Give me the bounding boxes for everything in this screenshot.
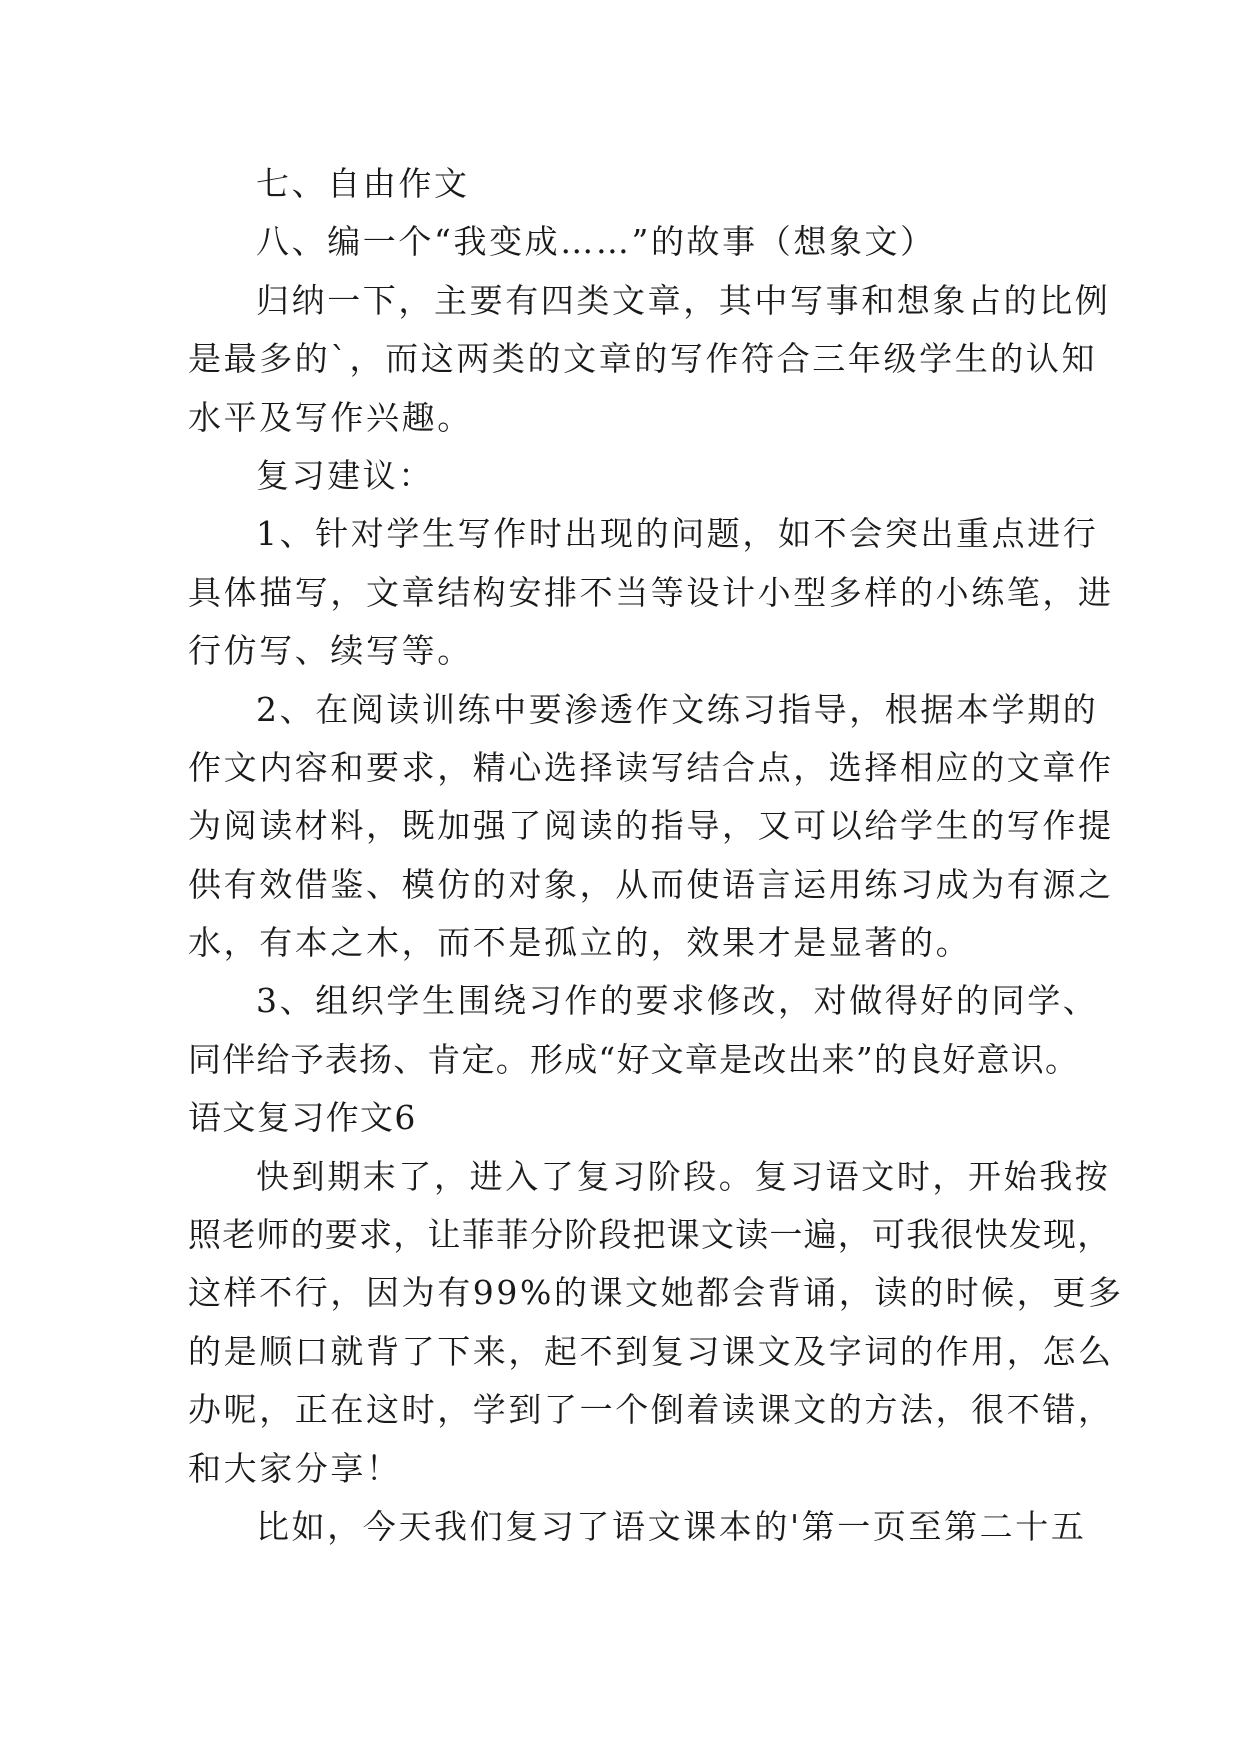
suggestion-1-line-1: 1、针对学生写作时出现的问题，如不会突出重点进行	[256, 514, 1099, 554]
section-title: 语文复习作文6	[188, 1098, 417, 1138]
list-item-story-writing: 八、编一个“我变成……”的故事（想象文）	[256, 222, 936, 262]
suggestion-2-line-5: 水，有本之木，而不是孤立的，效果才是显著的。	[188, 923, 972, 963]
essay-line-4: 的是顺口就背了下来，起不到复习课文及字词的作用，怎么	[188, 1331, 1114, 1371]
essay-line-7: 比如，今天我们复习了语文课本的'第一页至第二十五	[256, 1506, 1087, 1546]
suggestion-2-line-4: 供有效借鉴、模仿的对象，从而使语言运用练习成为有源之	[188, 864, 1114, 904]
review-suggestions-heading: 复习建议：	[256, 455, 434, 495]
essay-line-6: 和大家分享！	[188, 1448, 402, 1488]
suggestion-2-line-3: 为阅读材料，既加强了阅读的指导，又可以给学生的写作提	[188, 806, 1114, 846]
paragraph-summary-line-1: 归纳一下，主要有四类文章，其中写事和想象占的比例	[256, 280, 1111, 320]
paragraph-summary-line-3: 水平及写作兴趣。	[188, 397, 473, 437]
essay-line-2: 照老师的要求，让菲菲分阶段把课文读一遍，可我很快发现，	[188, 1215, 1112, 1255]
essay-line-3: 这样不行，因为有99%的课文她都会背诵，读的时候，更多	[188, 1273, 1124, 1313]
essay-line-5: 办呢，正在这时，学到了一个倒着读课文的方法，很不错，	[188, 1390, 1114, 1430]
document-body	[188, 155, 1124, 1556]
suggestion-1-line-2: 具体描写，文章结构安排不当等设计小型多样的小练笔，进	[188, 572, 1114, 612]
suggestion-3-line-2: 同伴给予表扬、肯定。形成“好文章是改出来”的良好意识。	[188, 1039, 1080, 1079]
suggestion-1-line-3: 行仿写、续写等。	[188, 631, 473, 671]
essay-line-1: 快到期末了，进入了复习阶段。复习语文时，开始我按	[256, 1156, 1111, 1196]
paragraph-summary-line-2: 是最多的`，而这两类的文章的写作符合三年级学生的认知	[188, 339, 1098, 379]
list-item-free-writing: 七、自由作文	[256, 164, 470, 203]
suggestion-2-line-2: 作文内容和要求，精心选择读写结合点，选择相应的文章作	[188, 747, 1114, 787]
suggestion-2-line-1: 2、在阅读训练中要渗透作文练习指导，根据本学期的	[256, 689, 1099, 729]
suggestion-3-line-1: 3、组织学生围绕习作的要求修改，对做得好的同学、	[256, 981, 1099, 1021]
